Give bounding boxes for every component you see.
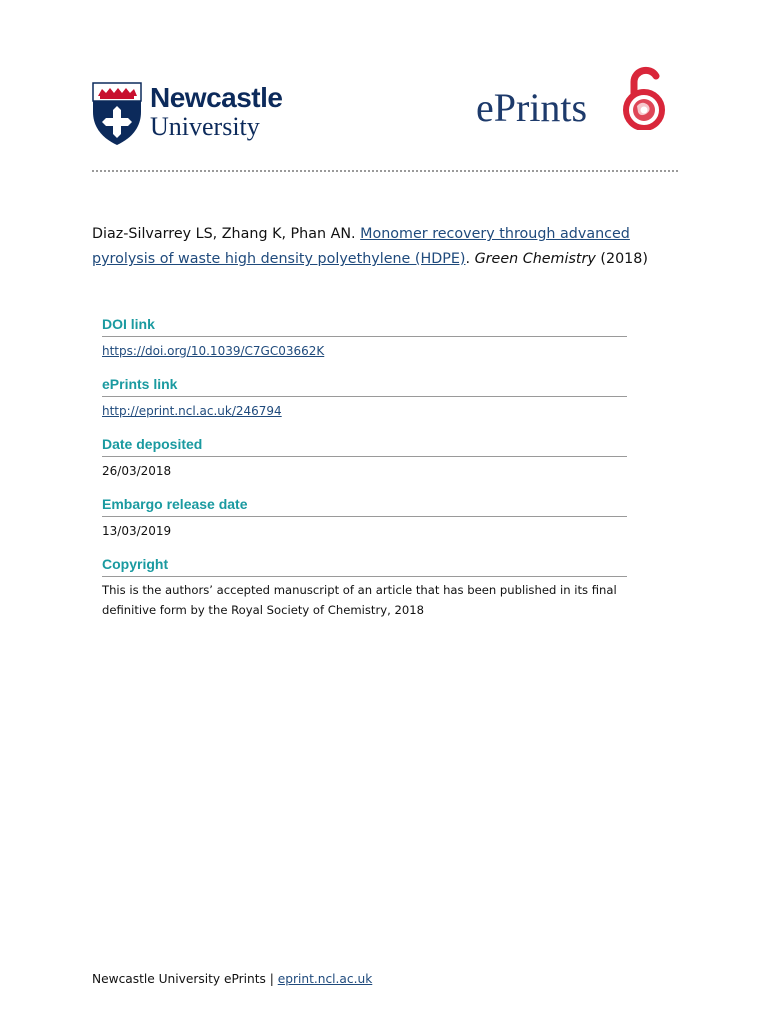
footer-link[interactable]: eprint.ncl.ac.uk: [277, 972, 373, 986]
section-divider: [102, 516, 627, 517]
section-divider: [102, 336, 627, 337]
eprints-link-label: ePrints link: [102, 376, 178, 392]
embargo-section: [102, 492, 627, 552]
date-deposited-section: [102, 432, 627, 492]
eprints-section: [102, 372, 627, 432]
section-divider: [102, 396, 627, 397]
record-details: [102, 312, 627, 617]
eprints-logo[interactable]: [474, 64, 684, 134]
copyright-line-2: definitive form by the Royal Society of Chemistry, 2018: [102, 603, 424, 617]
footer: [92, 972, 372, 986]
header-divider: [92, 170, 678, 172]
embargo-value: 13/03/2019: [102, 524, 172, 538]
copyright-statement: [102, 580, 627, 620]
eprints-logo-text: ePrints: [476, 85, 588, 130]
doi-link[interactable]: https://doi.org/10.1039/C7GC03662K: [102, 344, 325, 358]
logo-line-newcastle: Newcastle: [150, 82, 283, 113]
eprints-link[interactable]: http://eprint.ncl.ac.uk/246794: [102, 404, 282, 418]
open-access-lock-icon: [620, 64, 680, 130]
section-divider: [102, 456, 627, 457]
article-title-link[interactable]: Monomer recovery through advanced pyrolysis of waste high density polyethylene (HDPE): [92, 226, 630, 267]
footer-text: Newcastle University ePrints |: [92, 972, 278, 986]
logo-line-university: University: [150, 112, 260, 141]
citation-period: .: [465, 251, 471, 267]
copyright-line-1: This is the authors’ accepted manuscript of an article that has been published in its final: [102, 583, 617, 597]
university-shield-icon: [92, 82, 142, 146]
citation-year: (2018): [600, 251, 648, 267]
doi-label: DOI link: [102, 316, 155, 332]
date-deposited-label: Date deposited: [102, 436, 203, 452]
doi-section: [102, 312, 627, 372]
citation-journal: Green Chemistry: [474, 251, 596, 267]
citation: [92, 222, 672, 272]
section-divider: [102, 576, 627, 577]
embargo-label: Embargo release date: [102, 496, 248, 512]
copyright-label: Copyright: [102, 556, 169, 572]
newcastle-university-logo[interactable]: [92, 82, 292, 146]
date-deposited-value: 26/03/2018: [102, 464, 172, 478]
citation-authors: Diaz-Silvarrey LS, Zhang K, Phan AN.: [92, 226, 356, 242]
